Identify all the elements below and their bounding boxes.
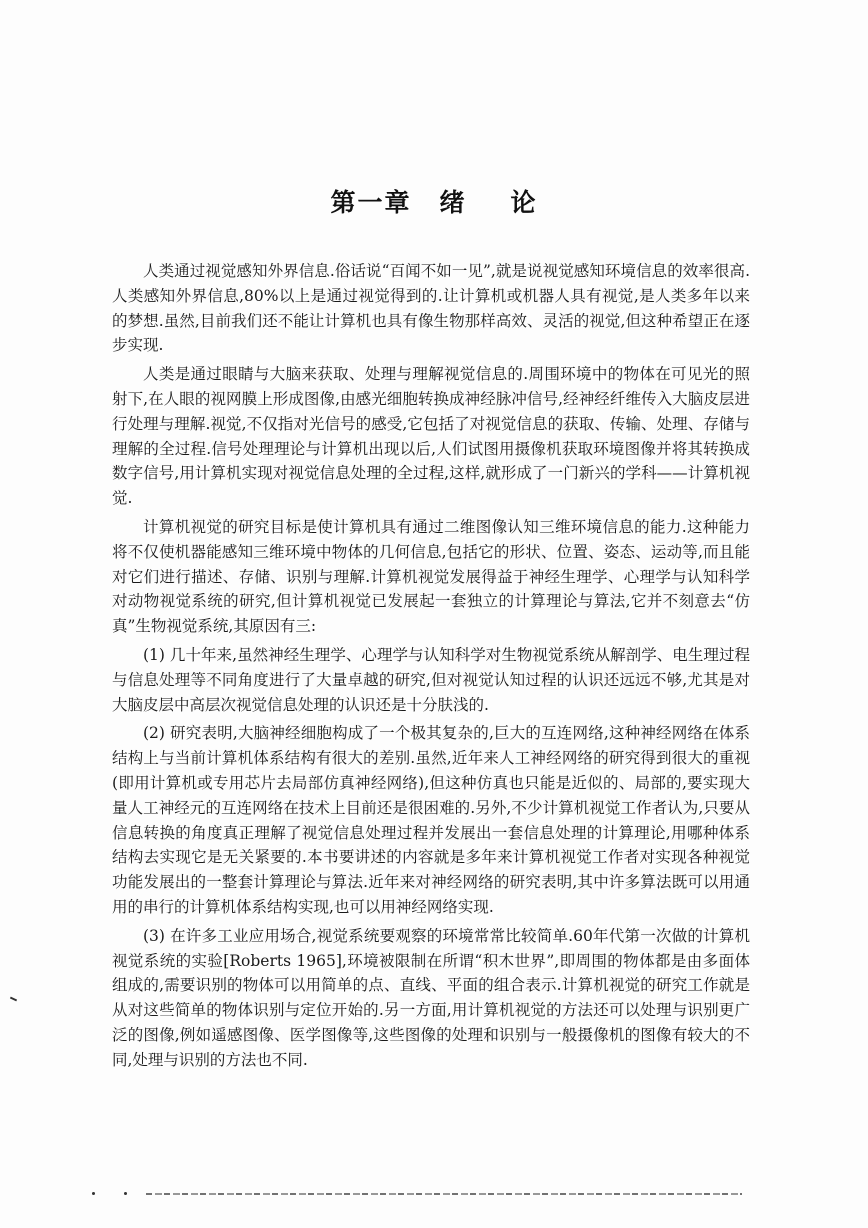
chapter-title-char-1: 绪 <box>439 188 467 217</box>
chapter-title-char-2: 论 <box>510 188 538 217</box>
scan-artifact-dot <box>124 1192 127 1195</box>
scan-artifact-mark <box>10 997 17 1002</box>
chapter-number: 第一章 <box>330 188 412 217</box>
chapter-title <box>0 183 868 219</box>
paragraph-reason-2: (2) 研究表明,大脑神经细胞构成了一个极其复杂的,巨大的互连网络,这种神经网络在体系结构上与当前计算机体系结构有很大的差别.虽然,近年来人工神经网络的研究得到很大的重视(即用计算机或专用芯片去局部仿真神经网络),但这种仿真也只能是近似的、局部的,要实现大量人工神经元的互连网络在技术上目前还是很困难的.另外,不少计算机视觉工作者认为,只要从信息转换的角度真正理解了视觉信息处理过程并发展出一套信息处理的计算理论,用哪种体系结构去实现它是无关紧要的.本书要讲述的内容就是多年来计算机视觉工作者对实现各种视觉功能发展出的一整套计算理论与算法.近年来对神经网络的研究表明,其中许多算法既可以用通用的串行的计算机体系结构实现,也可以用神经网络实现. <box>112 724 750 916</box>
scan-bottom-edge <box>146 1193 742 1195</box>
paragraph-human-vision: 人类是通过眼睛与大脑来获取、处理与理解视觉信息的.周围环境中的物体在可见光的照射下,在人眼的视网膜上形成图像,由感光细胞转换成神经脉冲信号,经神经纤维传入大脑皮层进行处理与理解.视觉,不仅指对光信号的感受,它包括了对视觉信息的获取、传输、处理、存储与理解的全过程.信号处理理论与计算机出现以后,人们试图用摄像机获取环境图像并将其转换成数字信号,用计算机实现对视觉信息处理的全过程,这样,就形成了一门新兴的学科——计算机视觉. <box>112 365 750 508</box>
paragraph-research-goal: 计算机视觉的研究目标是使计算机具有通过二维图像认知三维环境信息的能力.这种能力将不仅使机器能感知三维环境中物体的几何信息,包括它的形状、位置、姿态、运动等,而且能对它们进行描述、存储、识别与理解.计算机视觉发展得益于神经生理学、心理学与认知科学对动物视觉系统的研究,但计算机视觉已发展起一套独立的计算理论与算法,它并不刻意去“仿真”生物视觉系统,其原因有三: <box>112 517 750 636</box>
scan-artifact-dot <box>92 1192 95 1195</box>
body-text <box>112 259 750 1077</box>
paragraph-reason-3: (3) 在许多工业应用场合,视觉系统要观察的环境常常比较简单.60年代第一次做的计算机视觉系统的实验[Roberts 1965],环境被限制在所谓“积木世界”,即周围的物体都是由多面体组成的,需要识别的物体可以用简单的点、直线、平面的组合表示.计算机视觉的研究工作就是从对这些简单的物体识别与定位开始的.另一方面,用计算机视觉的方法还可以处理与识别更广泛的图像,例如遥感图像、医学图像等,这些图像的处理和识别与一般摄像机的图像有较大的不同,处理与识别的方法也不同. <box>112 926 750 1069</box>
paragraph-reason-1: (1) 几十年来,虽然神经生理学、心理学与认知科学对生物视觉系统从解剖学、电生理过程与信息处理等不同角度进行了大量卓越的研究,但对视觉认知过程的认识还远远不够,尤其是对大脑皮层中高层次视觉信息处理的认识还是十分肤浅的. <box>112 645 750 714</box>
paragraph-intro: 人类通过视觉感知外界信息.俗话说“百闻不如一见”,就是说视觉感知环境信息的效率很高.人类感知外界信息,80%以上是通过视觉得到的.让计算机或机器人具有视觉,是人类多年以来的梦想.虽然,目前我们还不能让计算机也具有像生物那样高效、灵活的视觉,但这种希望正在逐步实现. <box>112 262 750 355</box>
